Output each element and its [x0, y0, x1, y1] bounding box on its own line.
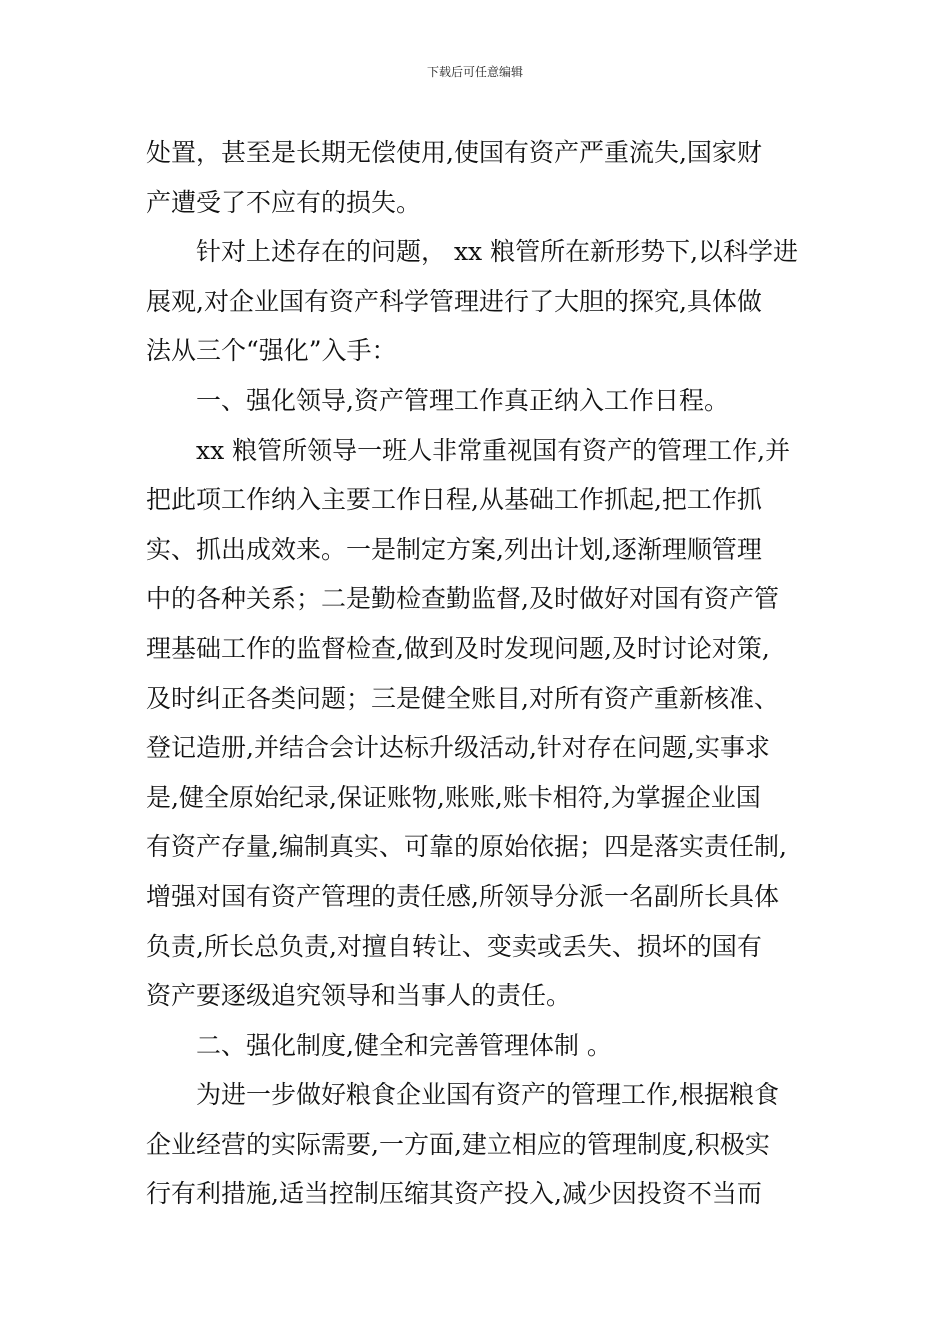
text-line: 处置，甚至是长期无偿使用,使国有资产严重流失,国家财 [146, 138, 762, 167]
text-line: 是,健全原始纪录,保证账物,账账,账卡相符,为掌握企业国 [146, 782, 761, 812]
text-line: 把此项工作纳入主要工作日程,从基础工作抓起,把工作抓 [146, 485, 762, 515]
text-line: 法从三个“强化”入手： [146, 336, 397, 366]
text-line: 展观,对企业国有资产科学管理进行了大胆的探究,具体做 [146, 286, 762, 316]
text-line: 理基础工作的监督检查,做到及时发现问题,及时讨论对策, [146, 633, 770, 663]
text-line: 登记造册,并结合会计达标升级活动,针对存在问题,实事求 [146, 733, 770, 763]
text-line: 实、抓出成效来。一是制定方案,列出计划,逐渐理顺管理 [146, 534, 762, 564]
text-line: 增强对国有资产管理的责任感,所领导分派一名副所长具体 [146, 881, 779, 911]
text-line: 企业经营的实际需要,一方面,建立相应的管理制度,积极实 [146, 1129, 770, 1159]
section-heading: 一、强化领导,资产管理工作真正纳入工作日程。 [196, 385, 729, 415]
section-heading: 二、强化制度,健全和完善管理体制 。 [196, 1030, 612, 1060]
text-line: 针对上述存在的问题， xx 粮管所在新形势下,以科学进 [196, 237, 799, 267]
text-line: xx 粮管所领导一班人非常重视国有资产的管理工作,并 [196, 435, 791, 465]
text-line: 资产要逐级追究领导和当事人的责任。 [146, 981, 572, 1011]
text-line: 行有利措施,适当控制压缩其资产投入,减少因投资不当而 [146, 1179, 762, 1209]
text-line: 为进一步做好粮食企业国有资产的管理工作,根据粮食 [196, 1080, 779, 1110]
text-line: 产遭受了不应有的损失。 [146, 187, 422, 217]
text-line: 中的各种关系；二是勤检查勤监督,及时做好对国有资产管 [146, 584, 779, 614]
text-line: 及时纠正各类问题；三是健全账目,对所有资产重新核准、 [146, 683, 779, 713]
text-line: 负责,所长总负责,对擅自转让、变卖或丢失、损坏的国有 [146, 931, 762, 961]
page-header: 下载后可任意编辑 [426, 65, 523, 79]
text-line: 有资产存量,编制真实、可靠的原始依据；四是落实责任制, [146, 832, 787, 862]
document-body [146, 128, 816, 1219]
